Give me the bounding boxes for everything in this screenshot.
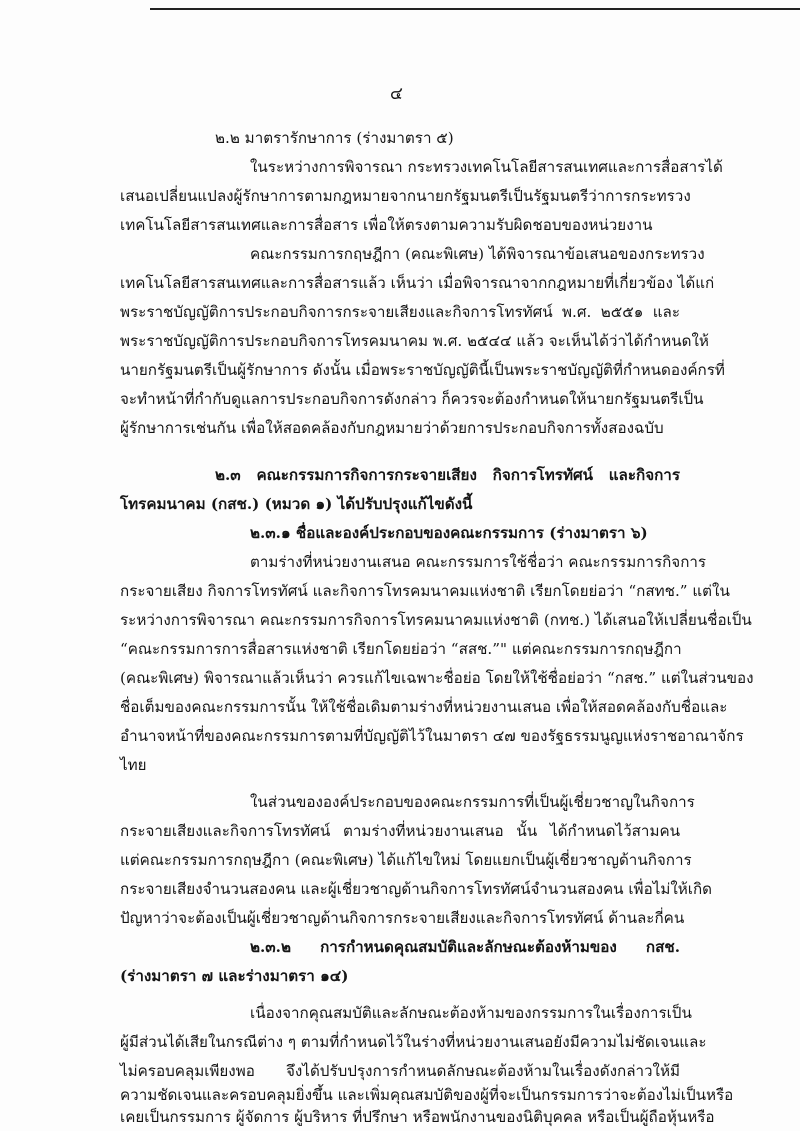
section-2-3-2-heading-cont: (ร่างมาตรา ๗ และร่างมาตรา ๑๔) xyxy=(120,967,349,985)
section-2-3-heading-cont: โทรคมนาคม (กสช.) (หมวด ๑) ได้ปรับปรุงแก้ไขดังนี้ xyxy=(120,495,473,513)
paragraph-line: ในระหว่างการพิจารณา กระทรวงเทคโนโลยีสารสนเทศและการสื่อสารได้ xyxy=(250,158,723,176)
paragraph-line: กระจายเสียงและกิจการโทรทัศน์ ตามร่างที่หน่วยงานเสนอ นั้น ได้กำหนดไว้สามคน xyxy=(120,822,680,840)
paragraph-line: คณะกรรมการกฤษฎีกา (คณะพิเศษ) ได้พิจารณาข้อเสนอของกระทรวง xyxy=(250,245,705,263)
paragraph-line: ในส่วนขององค์ประกอบของคณะกรรมการที่เป็นผู้เชี่ยวชาญในกิจการ xyxy=(250,793,695,811)
paragraph-line: ผู้มีส่วนได้เสียในกรณีต่าง ๆ ตามที่กำหนดไว้ในร่างที่หน่วยงานเสนอยังมีความไม่ชัดเจนและ xyxy=(120,1033,707,1051)
paragraph-line: จะทำหน้าที่กำกับดูแลการประกอบกิจการดังกล่าว ก็ควรจะต้องกำหนดให้นายกรัฐมนตรีเป็น xyxy=(120,390,704,408)
paragraph-line: “คณะกรรมการการสื่อสารแห่งชาติ เรียกโดยย่อว่า “สสช.”" แต่คณะกรรมการกฤษฎีกา xyxy=(120,640,682,658)
section-2-3-heading: ๒.๓ คณะกรรมการกิจการกระจายเสียง กิจการโทรทัศน์ และกิจการ xyxy=(215,466,680,484)
paragraph-line: ปัญหาว่าจะต้องเป็นผู้เชี่ยวชาญด้านกิจการกระจายเสียงและกิจการโทรทัศน์ ด้านละกี่คน xyxy=(120,909,685,927)
paragraph-line: ไทย xyxy=(120,756,147,774)
paragraph-line: เคยเป็นกรรมการ ผู้จัดการ ผู้บริหาร ที่ปรึกษา หรือพนักงานของนิติบุคคล หรือเป็นผู้ถือหุ้นหรือ xyxy=(120,1108,715,1126)
paragraph-line: ระหว่างการพิจารณา คณะกรรมการกิจการโทรคมนาคมแห่งชาติ (กทช.) ได้เสนอให้เปลี่ยนชื่อเป็น xyxy=(120,611,752,629)
paragraph-line: แต่คณะกรรมการกฤษฎีกา (คณะพิเศษ) ได้แก้ไขใหม่ โดยแยกเป็นผู้เชี่ยวชาญด้านกิจการ xyxy=(120,851,692,869)
paragraph-line: กระจายเสียง กิจการโทรทัศน์ และกิจการโทรคมนาคมแห่งชาติ เรียกโดยย่อว่า “กสทช.” แต่ใน xyxy=(120,582,730,600)
paragraph-line: ตามร่างที่หน่วยงานเสนอ คณะกรรมการใช้ชื่อว่า คณะกรรมการกิจการ xyxy=(250,553,707,571)
section-2-3-2-heading: ๒.๓.๒ การกำหนดคุณสมบัติและลักษณะต้องห้ามของ กสช. xyxy=(250,938,680,956)
section-2-2-heading: ๒.๒ มาตรารักษาการ (ร่างมาตรา ๕) xyxy=(215,129,454,147)
paragraph-line: กระจายเสียงจำนวนสองคน และผู้เชี่ยวชาญด้านกิจการโทรทัศน์จำนวนสองคน เพื่อไม่ให้เกิด xyxy=(120,880,713,898)
paragraph-line: เทคโนโลยีสารสนเทศและการสื่อสารแล้ว เห็นว่า เมื่อพิจารณาจากกฎหมายที่เกี่ยวข้อง ได้แก่ xyxy=(120,274,715,292)
paragraph-line: นายกรัฐมนตรีเป็นผู้รักษาการ ดังนั้น เมื่อพระราชบัญญัตินี้เป็นพระราชบัญญัติที่กำหนดองค์กรที่ xyxy=(120,361,725,379)
paragraph-line: เทคโนโลยีสารสนเทศและการสื่อสาร เพื่อให้ตรงตามความรับผิดชอบของหน่วยงาน xyxy=(120,216,653,234)
paragraph-line: ความชัดเจนและครอบคลุมยิ่งขึ้น และเพิ่มคุณสมบัติของผู้ที่จะเป็นกรรมการว่าจะต้องไม่เป็นหรือ xyxy=(120,1086,734,1104)
top-border-line xyxy=(150,8,800,10)
paragraph-line: เนื่องจากคุณสมบัติและลักษณะต้องห้ามของกรรมการในเรื่องการเป็น xyxy=(250,1004,692,1022)
paragraph-line: (คณะพิเศษ) พิจารณาแล้วเห็นว่า ควรแก้ไขเฉพาะชื่อย่อ โดยให้ใช้ชื่อย่อว่า “กสช.” แต่ในส่วนของ xyxy=(120,669,754,687)
paragraph-line: เสนอเปลี่ยนแปลงผู้รักษาการตามกฎหมายจากนายกรัฐมนตรีเป็นรัฐมนตรีว่าการกระทรวง xyxy=(120,187,691,205)
page-number: ๔ xyxy=(390,84,403,104)
paragraph-line: ชื่อเต็มของคณะกรรมการนั้น ให้ใช้ชื่อเดิมตามร่างที่หน่วยงานเสนอ เพื่อให้สอดคล้องกับชื่อและ xyxy=(120,698,728,716)
paragraph-line: ไม่ครอบคลุมเพียงพอ จึงได้ปรับปรุงการกำหนดลักษณะต้องห้ามในเรื่องดังกล่าวให้มี xyxy=(120,1062,680,1080)
paragraph-line: ผู้รักษาการเช่นกัน เพื่อให้สอดคล้องกับกฎหมายว่าด้วยการประกอบกิจการทั้งสองฉบับ xyxy=(120,419,664,437)
section-2-3-1-heading: ๒.๓.๑ ชื่อและองค์ประกอบของคณะกรรมการ (ร่างมาตรา ๖) xyxy=(250,524,648,542)
paragraph-line: พระราชบัญญัติการประกอบกิจการโทรคมนาคม พ.ศ. ๒๕๔๔ แล้ว จะเห็นได้ว่าได้กำหนดให้ xyxy=(120,332,709,350)
paragraph-line: อำนาจหน้าที่ของคณะกรรมการตามที่บัญญัติไว้ในมาตรา ๔๗ ของรัฐธรรมนูญแห่งราชอาณาจักร xyxy=(120,727,744,745)
paragraph-line: พระราชบัญญัติการประกอบกิจการกระจายเสียงและกิจการโทรทัศน์ พ.ศ. ๒๕๕๑ และ xyxy=(120,303,680,321)
